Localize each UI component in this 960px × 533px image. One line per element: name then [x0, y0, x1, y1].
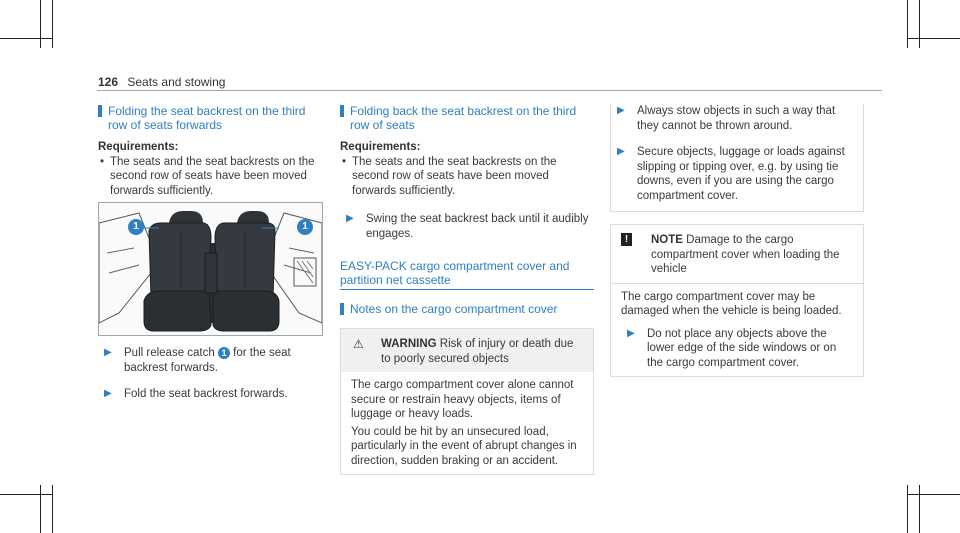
step-text: Fold the seat backrest forwards. — [124, 388, 288, 400]
step-swing-backrest — [340, 212, 594, 241]
crop-mark — [919, 485, 920, 533]
seat-photo — [98, 202, 323, 336]
note-header — [611, 225, 863, 284]
crop-mark — [0, 38, 52, 39]
warning-label: WARNING — [381, 338, 437, 350]
crop-mark — [40, 485, 41, 533]
heading-fold-back: Folding back the seat backrest on the third row of seats — [340, 104, 594, 132]
requirements-label: Requirements: — [98, 141, 179, 153]
crop-mark — [907, 485, 908, 533]
step-text: for the seat backrest forwards. — [124, 347, 291, 374]
callout-1-left: 1 — [128, 219, 144, 235]
step-text: Always stow objects in such a way that they cannot be thrown around. — [637, 105, 836, 132]
warning-triangle-icon: ⚠ — [353, 337, 364, 351]
note-paragraph: The cargo compartment cover may be damaged when the vehicle is being loaded. — [621, 290, 842, 317]
warning-paragraph: You could be hit by an unsecured load, particularly in the event of abrupt changes in direction, sudden braking or an accident. — [351, 425, 577, 467]
page-header — [98, 75, 225, 89]
step-arrow-icon: ▶ — [104, 388, 112, 399]
callout-1-inline: 1 — [218, 347, 230, 359]
warning-box — [340, 328, 594, 475]
step-text: Pull release catch — [124, 347, 218, 359]
section-title: Seats and stowing — [127, 75, 226, 89]
crop-mark — [40, 0, 41, 48]
step-text: Do not place any objects above the lower edge of the side windows or on the cargo compartment cover. — [647, 327, 837, 369]
warning-title: Risk of injury or death due to poorly secured objects — [381, 338, 574, 365]
step-arrow-icon: ▶ — [104, 347, 112, 358]
crop-mark — [52, 485, 53, 533]
warning-body — [341, 372, 593, 474]
step-arrow-icon: ▶ — [617, 105, 625, 116]
crop-mark — [52, 0, 53, 48]
step-stow-objects — [611, 104, 853, 133]
step-fold-backrest — [98, 387, 323, 402]
requirement-item: • The seats and the seat backrests on the second row of seats have been moved forwards sufficiently. — [340, 155, 594, 199]
column-3 — [610, 104, 864, 377]
warning-header — [341, 329, 593, 372]
requirement-item: • The seats and the seat backrests on the second row of seats have been moved forwards sufficiently. — [98, 155, 323, 199]
step-pull-catch — [98, 346, 323, 375]
column-1 — [98, 104, 323, 198]
requirements-label: Requirements: — [340, 141, 421, 153]
note-body — [611, 284, 863, 377]
crop-mark — [0, 494, 52, 495]
section-heading-easy-pack: EASY-PACK cargo compartment cover and partition net cassette — [340, 259, 594, 290]
column-1-steps — [98, 346, 323, 402]
heading-fold-forward: Folding the seat backrest on the third row of seats forwards — [98, 104, 323, 132]
exclamation-icon: ! — [621, 233, 632, 246]
note-box — [610, 224, 864, 377]
note-label: NOTE — [651, 234, 683, 246]
page-number: 126 — [98, 75, 119, 89]
column-2 — [340, 104, 594, 475]
step-do-not-place — [621, 327, 853, 371]
header-rule — [97, 90, 882, 91]
steps-box — [610, 104, 864, 212]
callout-1-right: 1 — [297, 219, 313, 235]
step-arrow-icon: ▶ — [627, 327, 635, 339]
step-text: Secure objects, luggage or loads against slipping or tipping over, e.g. by using tie downs, even if you are using the cargo compartment cover. — [637, 146, 845, 202]
crop-mark — [907, 494, 960, 495]
crop-mark — [907, 0, 908, 48]
step-arrow-icon: ▶ — [346, 213, 354, 224]
step-secure-objects — [611, 145, 853, 203]
crop-mark — [919, 0, 920, 48]
step-arrow-icon: ▶ — [617, 146, 625, 157]
crop-mark — [907, 38, 960, 39]
step-text: Swing the seat backrest back until it audibly engages. — [366, 213, 589, 240]
subheading-notes: Notes on the cargo compartment cover — [340, 302, 594, 316]
warning-paragraph: The cargo compartment cover alone cannot secure or restrain heavy objects, items of luggage or heavy loads. — [351, 379, 574, 420]
note-title: Damage to the cargo compartment cover when loading the vehicle — [651, 234, 840, 275]
